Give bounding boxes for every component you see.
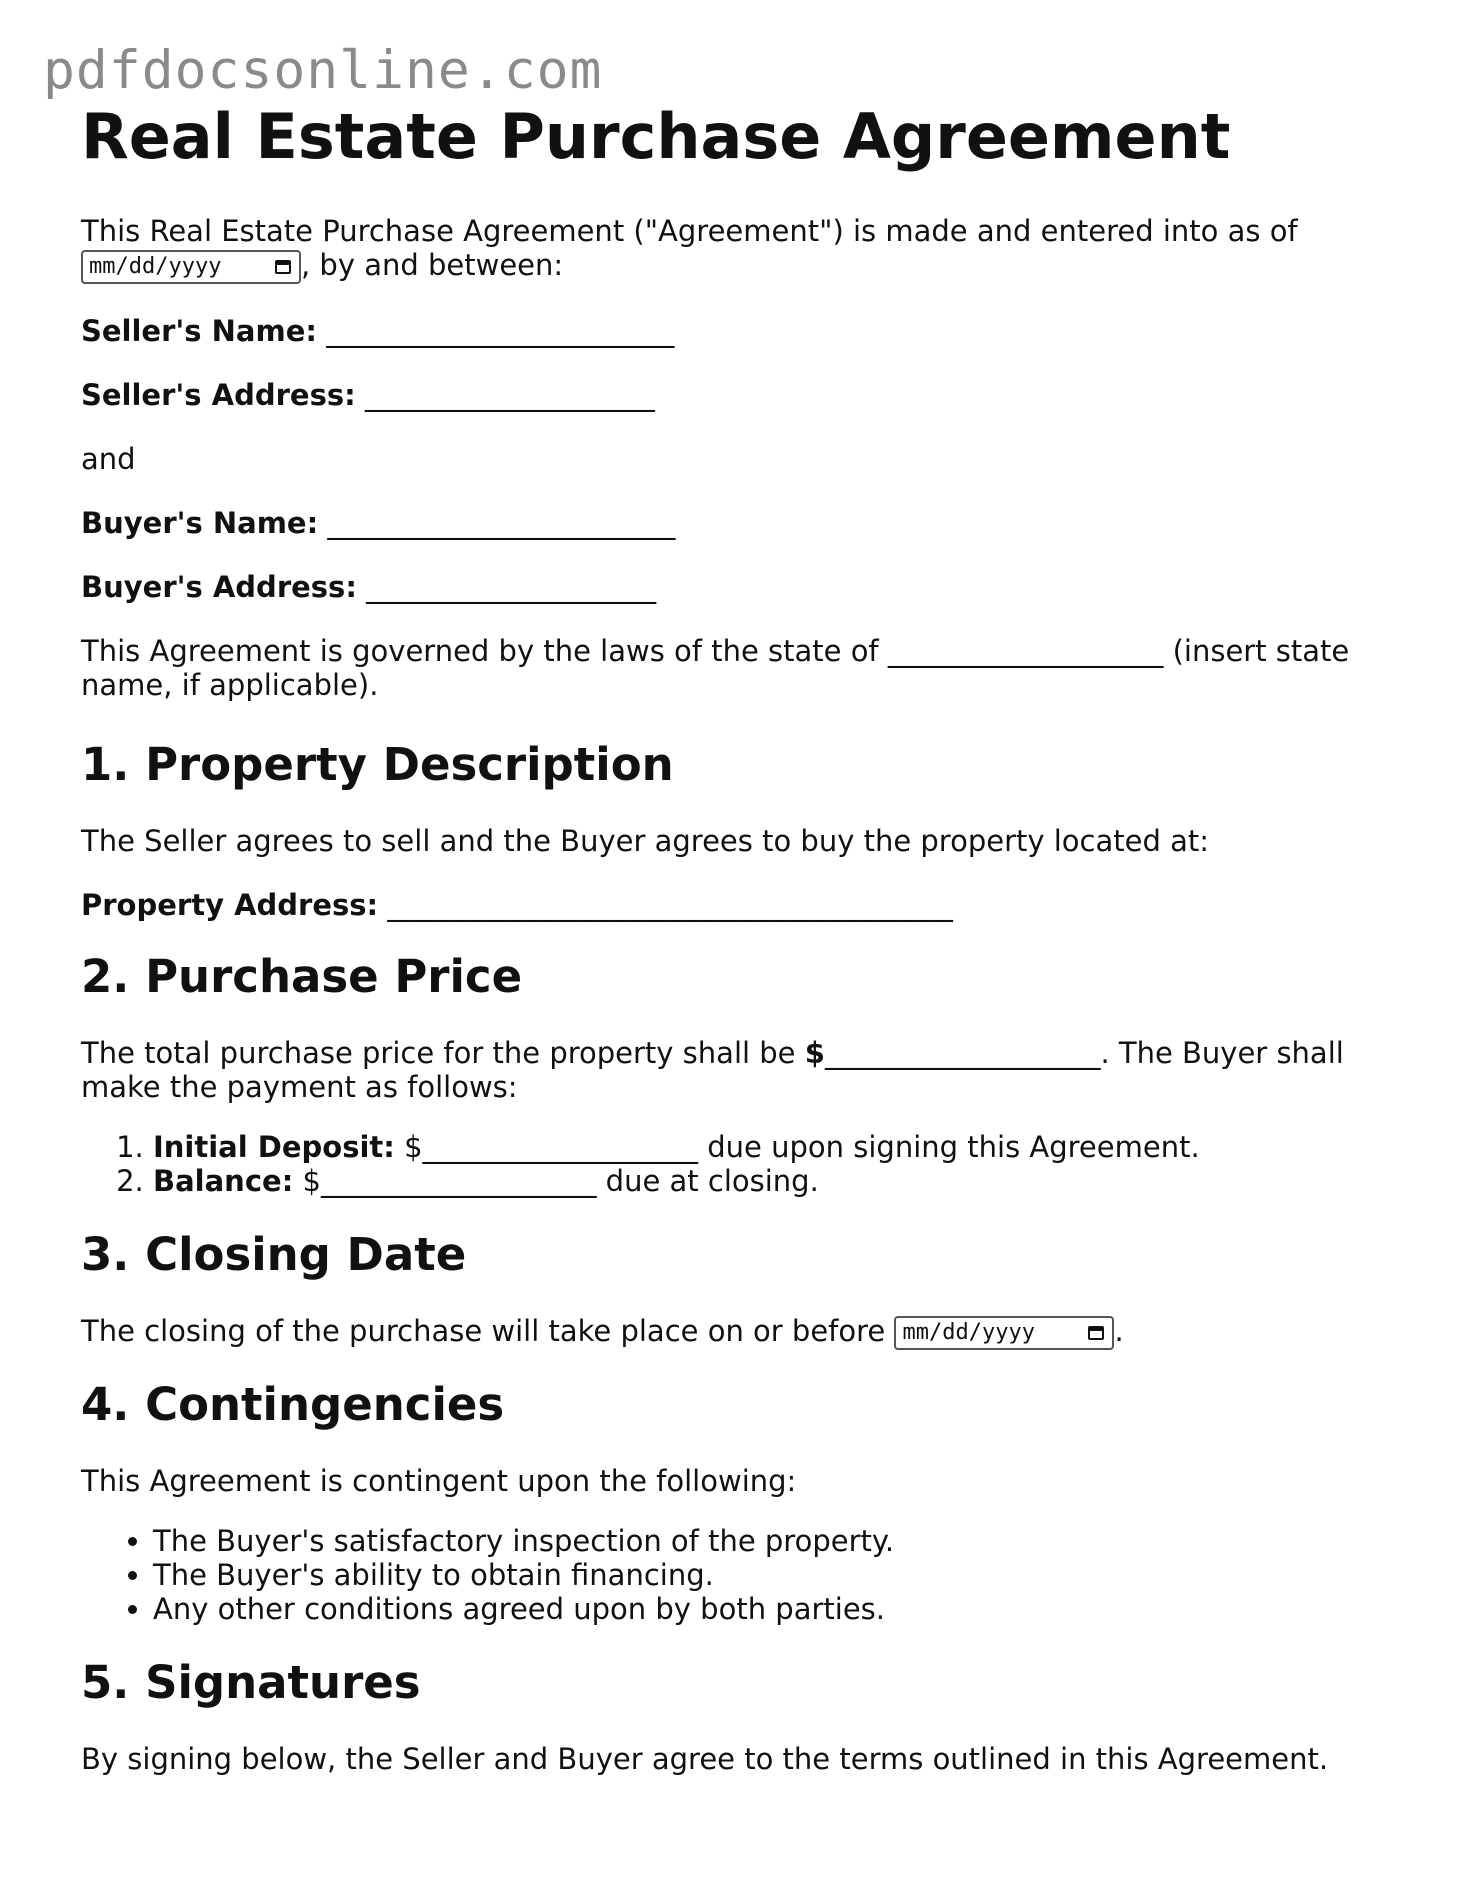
buyer-name-blank: ________________________ — [327, 506, 676, 541]
payment-list — [81, 1130, 1381, 1198]
seller-address-field — [81, 378, 1381, 412]
governing-law-paragraph — [81, 634, 1381, 702]
date-placeholder: mm/dd/yyyy — [89, 254, 222, 280]
closing-text: The closing of the purchase will take place on or before — [81, 1314, 886, 1349]
calendar-icon[interactable] — [1088, 1326, 1104, 1340]
list-item: • Any other conditions agreed upon by both parties. — [153, 1592, 1381, 1626]
section5-body: By signing below, the Seller and Buyer agree to the terms outlined in this Agreement. — [81, 1742, 1329, 1777]
date-placeholder: mm/dd/yyyy — [902, 1320, 1035, 1346]
initial-deposit-text: $___________________ due upon signing this Agreement. — [404, 1130, 1200, 1165]
section5-heading: 5. Signatures — [81, 1656, 421, 1710]
seller-name-field — [81, 314, 1381, 348]
price-text: The total purchase price for the property shall be — [81, 1036, 796, 1071]
closing-date-input[interactable] — [894, 1316, 1114, 1350]
agreement-date-input[interactable] — [81, 250, 301, 284]
property-address-blank: _______________________________________ — [387, 888, 953, 923]
intro-text-after: , by and between: — [301, 248, 564, 283]
property-address-field — [81, 888, 1381, 922]
section4-body: This Agreement is contingent upon the following: — [81, 1464, 797, 1499]
buyer-address-blank: ____________________ — [366, 570, 657, 605]
price-text-after: . The Buyer shall make the payment as follows: — [81, 1036, 1344, 1105]
buyer-address-label: Buyer's Address: — [81, 570, 357, 605]
property-address-label: Property Address: — [81, 888, 379, 923]
initial-deposit-label: Initial Deposit: — [153, 1130, 395, 1165]
seller-name-label: Seller's Name: — [81, 314, 317, 349]
page-title: Real Estate Purchase Agreement — [81, 100, 1231, 173]
section3-heading: 3. Closing Date — [81, 1228, 467, 1282]
state-blank: ___________________ — [887, 634, 1164, 669]
buyer-address-field — [81, 570, 1381, 604]
and-text: and — [81, 442, 136, 477]
intro-text: This Real Estate Purchase Agreement ("Agreement") is made and entered into as of — [81, 214, 1298, 249]
seller-address-blank: ____________________ — [364, 378, 655, 413]
list-item — [153, 1130, 1381, 1164]
contingency-list — [81, 1524, 1381, 1626]
list-item: • The Buyer's ability to obtain financing. — [153, 1558, 1381, 1592]
seller-name-blank: ________________________ — [326, 314, 675, 349]
calendar-icon[interactable] — [275, 260, 291, 274]
section2-heading: 2. Purchase Price — [81, 950, 523, 1004]
intro-paragraph — [81, 214, 1381, 284]
price-dollar-sign: $ — [804, 1036, 825, 1071]
governing-text: This Agreement is governed by the laws of the state of — [81, 634, 879, 669]
list-item: • The Buyer's satisfactory inspection of the property. — [153, 1524, 1381, 1558]
list-item — [153, 1164, 1381, 1198]
watermark: pdfdocsonline.com — [43, 40, 603, 101]
section3-body — [81, 1314, 1381, 1350]
price-blank: ___________________ — [824, 1036, 1101, 1071]
buyer-name-label: Buyer's Name: — [81, 506, 319, 541]
governing-text-after: (insert state name, if applicable). — [81, 634, 1350, 703]
buyer-name-field — [81, 506, 1381, 540]
section1-heading: 1. Property Description — [81, 738, 674, 792]
section2-body — [81, 1036, 1381, 1104]
balance-label: Balance: — [153, 1164, 294, 1199]
seller-address-label: Seller's Address: — [81, 378, 356, 413]
closing-text-after: . — [1114, 1314, 1124, 1349]
section4-heading: 4. Contingencies — [81, 1378, 505, 1432]
section1-body: The Seller agrees to sell and the Buyer agrees to buy the property located at: — [81, 824, 1210, 859]
balance-text: $___________________ due at closing. — [302, 1164, 819, 1199]
agreement-document — [81, 100, 1381, 1776]
